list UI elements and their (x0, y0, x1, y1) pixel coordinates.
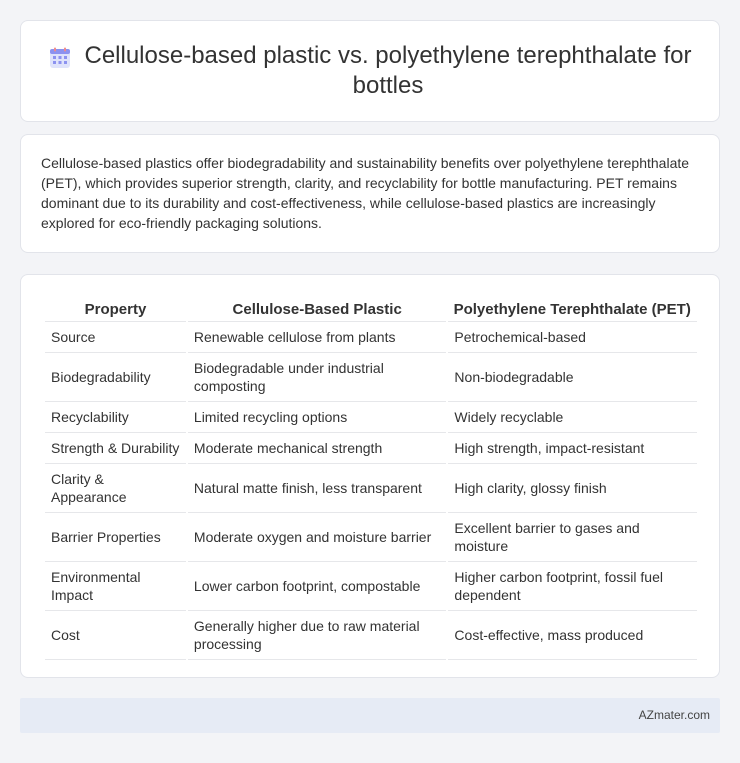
cellulose-cell: Renewable cellulose from plants (187, 321, 448, 352)
cellulose-cell: Lower carbon footprint, compostable (187, 561, 448, 610)
summary-card (20, 134, 720, 253)
pet-cell: Widely recyclable (447, 401, 697, 432)
table-row (44, 561, 697, 610)
pet-cell: High clarity, glossy finish (447, 463, 697, 512)
cellulose-cell: Generally higher due to raw material processing (187, 610, 448, 659)
pet-cell: Non-biodegradable (447, 352, 697, 401)
property-cell: Cost (44, 610, 187, 659)
pet-cell: Higher carbon footprint, fossil fuel dependent (447, 561, 697, 610)
table-row (44, 321, 697, 352)
cellulose-cell: Moderate mechanical strength (187, 432, 448, 463)
cellulose-cell: Biodegradable under industrial composting (187, 352, 448, 401)
property-cell: Strength & Durability (44, 432, 187, 463)
table-row (44, 352, 697, 401)
cellulose-cell: Natural matte finish, less transparent (187, 463, 448, 512)
table-row (44, 463, 697, 512)
property-cell: Environmental Impact (44, 561, 187, 610)
cellulose-cell: Limited recycling options (187, 401, 448, 432)
summary-text: Cellulose-based plastics offer biodegradability and sustainability benefits over polyethylene terephthalate (PET), which provides superior strength, clarity, and recyclability for bottle manufacturing. PET remains dominant due to its durability and cost-effectiveness, while cellulose-based plastics are increasingly explored for eco-friendly packaging solutions. (41, 155, 690, 231)
property-cell: Barrier Properties (44, 512, 187, 561)
table-row (44, 432, 697, 463)
table-row (44, 610, 697, 659)
column-header-property: Property (84, 300, 147, 318)
property-cell: Clarity & Appearance (44, 463, 187, 512)
pet-cell: Excellent barrier to gases and moisture (447, 512, 697, 561)
pet-cell: High strength, impact-resistant (447, 432, 697, 463)
comparison-table (43, 295, 697, 660)
cellulose-cell: Moderate oxygen and moisture barrier (187, 512, 448, 561)
title-card (20, 20, 720, 122)
property-cell: Source (44, 321, 187, 352)
table-row (44, 401, 697, 432)
pet-cell: Petrochemical-based (447, 321, 697, 352)
footer-brand[interactable]: AZmater.com (638, 708, 710, 722)
property-cell: Biodegradability (44, 352, 187, 401)
table-row (44, 512, 697, 561)
column-header-pet: Polyethylene Terephthalate (PET) (453, 300, 691, 318)
pet-cell: Cost-effective, mass produced (447, 610, 697, 659)
property-cell: Recyclability (44, 401, 187, 432)
footer-bar (20, 698, 720, 733)
page-title: Cellulose-based plastic vs. polyethylene terephthalate for bottles (84, 42, 692, 99)
table-header-row (44, 295, 697, 321)
column-header-cellulose: Cellulose-Based Plastic (232, 300, 402, 318)
comparison-table-card (20, 274, 720, 678)
